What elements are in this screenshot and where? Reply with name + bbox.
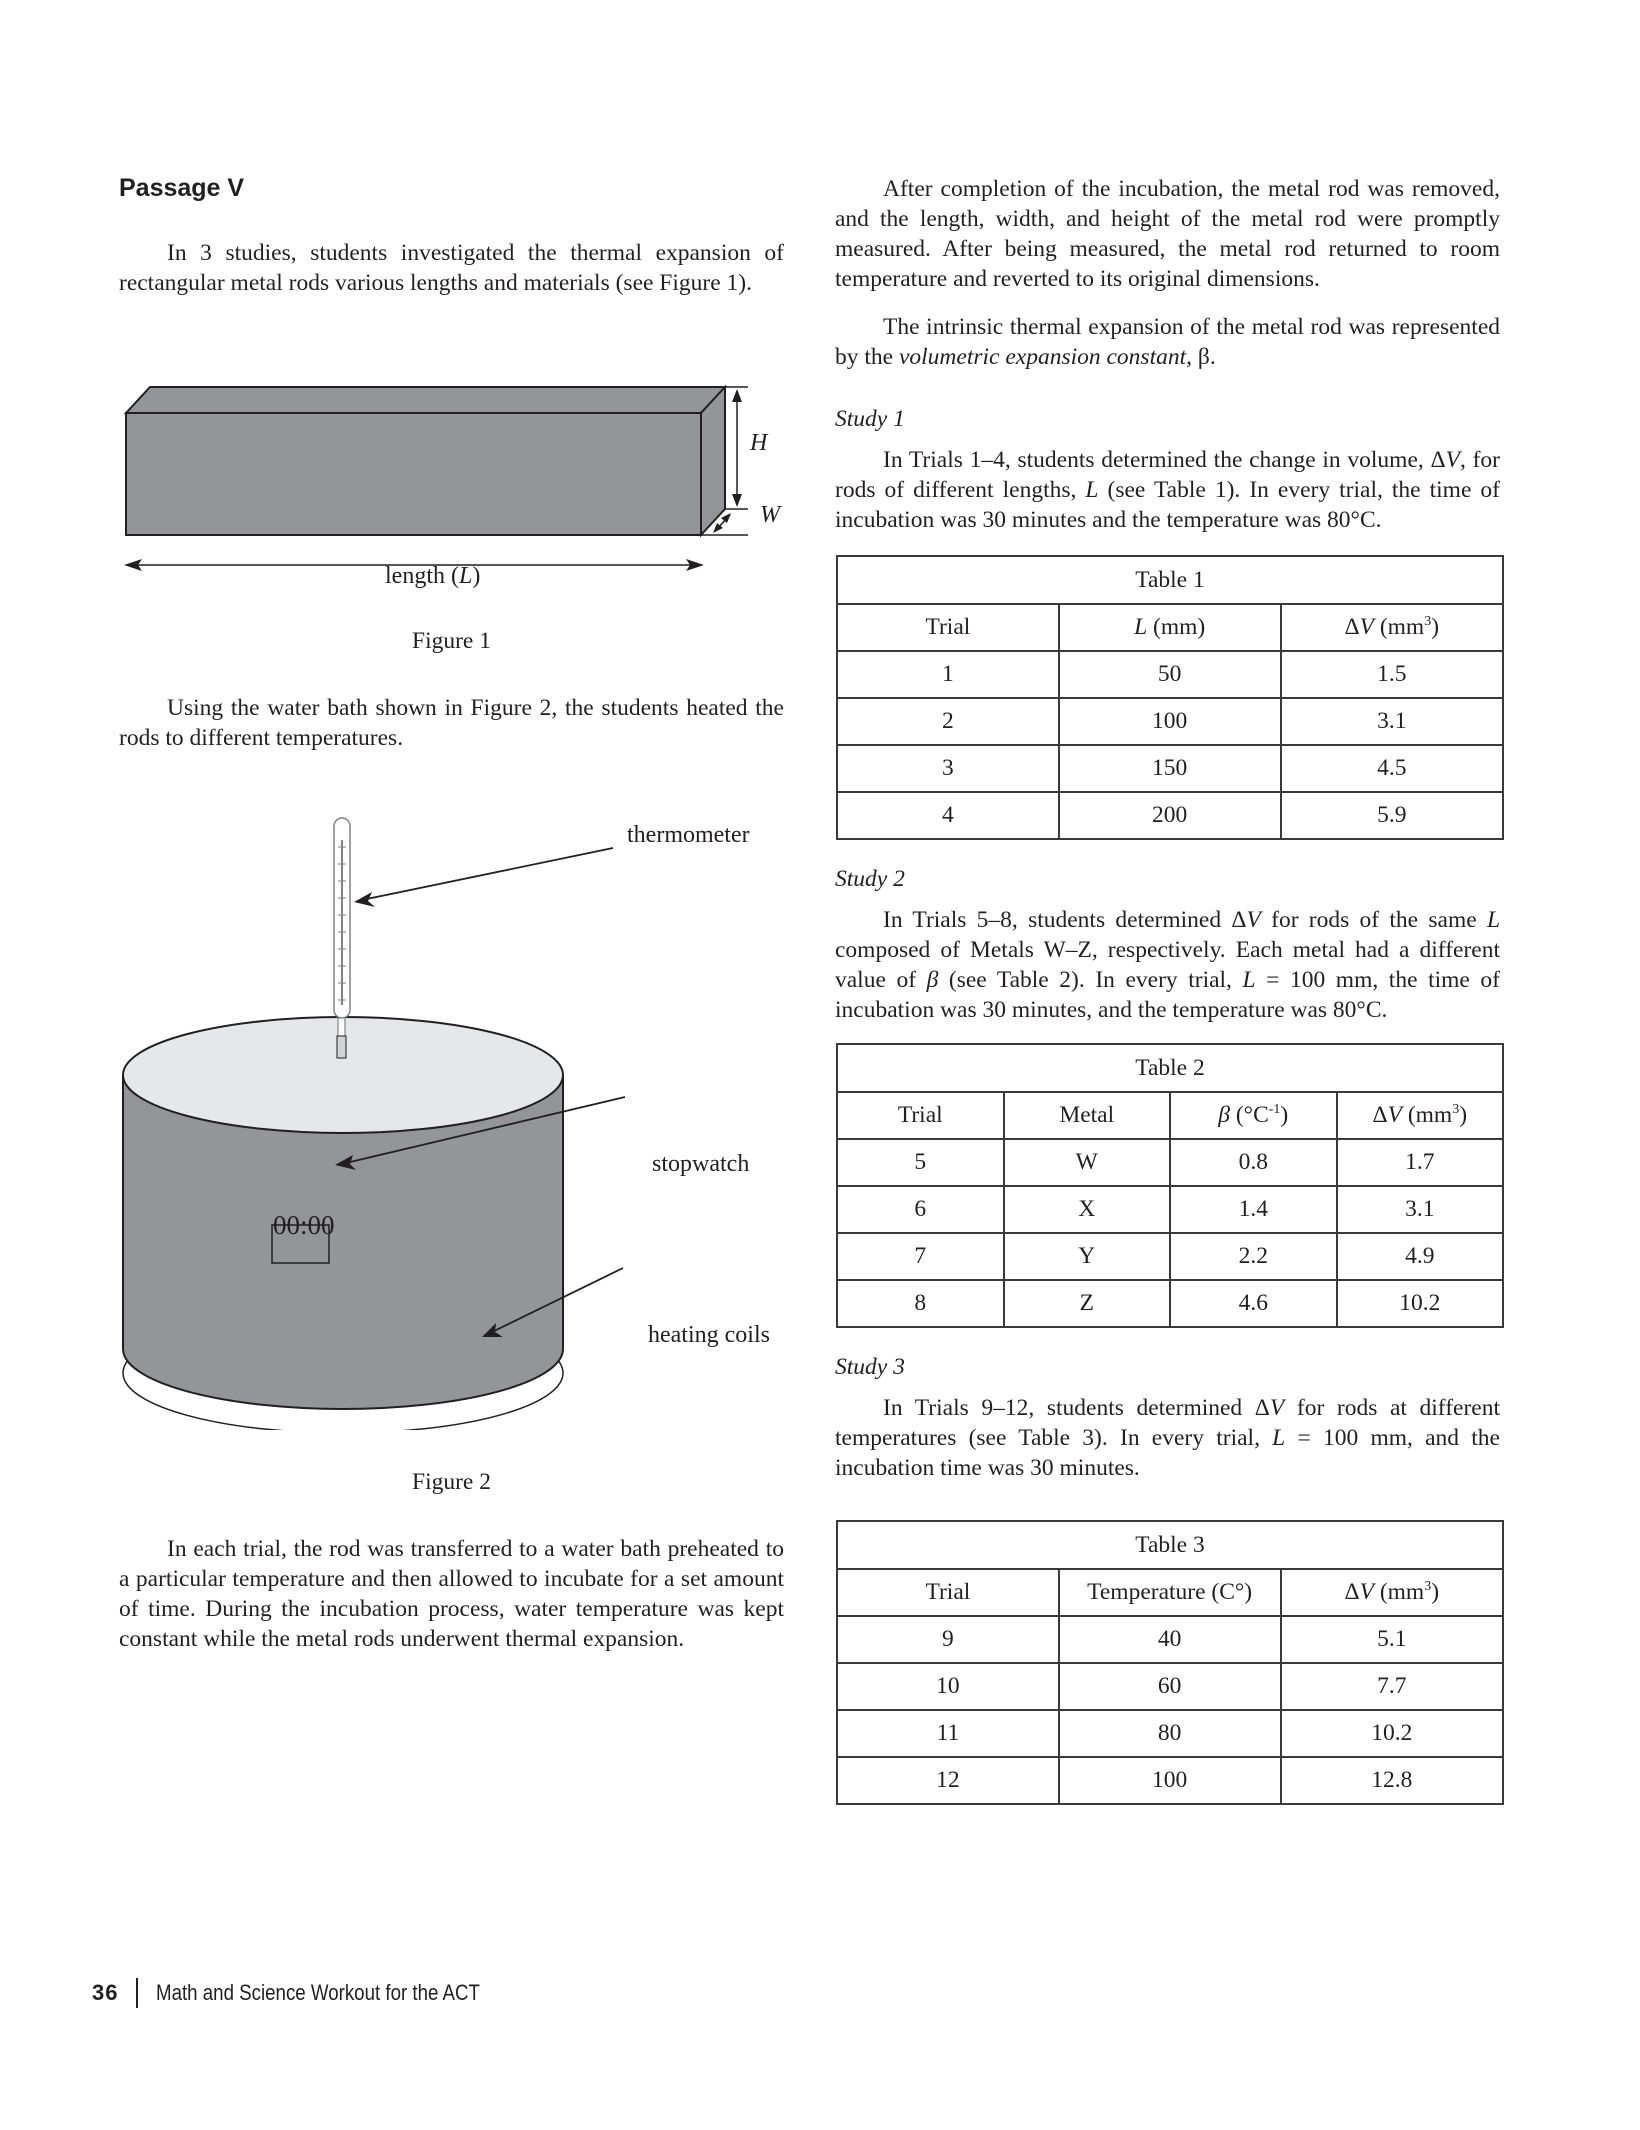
table-1-header-row [837, 604, 1503, 651]
table-3 [836, 1520, 1504, 1805]
passage-title: Passage V [119, 174, 245, 202]
thermometer-label: thermometer [627, 822, 750, 848]
table-3-header-row [837, 1569, 1503, 1616]
width-label: W [760, 502, 780, 528]
length-label: length (L) [385, 563, 481, 589]
table-row: 9 40 5.1 [837, 1616, 1503, 1663]
table-row: 10 60 7.7 [837, 1663, 1503, 1710]
beta-definition-paragraph: The intrinsic thermal expansion of the metal rod was represented by the volumetric expansion constant, β. [835, 314, 1500, 370]
table-2-header-row [837, 1092, 1503, 1139]
table-2 [836, 1043, 1504, 1328]
study-3-title: Study 3 [835, 1354, 905, 1380]
study-3-paragraph: In Trials 9–12, students determined ΔV for rods at different temperatures (see Table 3). In every trial, L = 100 mm, and the incubation time was 30 minutes. [835, 1395, 1500, 1481]
table-row: 5 W 0.8 1.7 [837, 1139, 1503, 1186]
table-1-title: Table 1 [837, 556, 1503, 604]
header-delta-v: ΔV $(mm^3)$ [1281, 604, 1503, 651]
header-trial: Trial [837, 604, 1059, 651]
figure-1-caption: Figure 1 [412, 628, 491, 654]
stopwatch-display: 00:00 [273, 1210, 335, 1240]
table-row: 12 100 12.8 [837, 1757, 1503, 1804]
table-row: 4 200 5.9 [837, 792, 1503, 839]
header-temperature: Temperature (C°) [1059, 1569, 1281, 1616]
table-row: 11 80 10.2 [837, 1710, 1503, 1757]
header-trial: Trial [837, 1092, 1004, 1139]
study-1-title: Study 1 [835, 406, 905, 432]
header-metal: Metal [1004, 1092, 1171, 1139]
beta-term: volumetric expansion constant [898, 344, 1187, 370]
study-2-paragraph: In Trials 5–8, students determined ΔV for rods of the same L composed of Metals W–Z, respectively. Each metal had a different value of β (see Table 2). In every trial, L = 100 mm, the time of incubation was 30 minutes, and the temperature was 80°C. [835, 907, 1501, 1023]
height-label: H [750, 430, 768, 456]
book-title: Math and Science Workout for the ACT [156, 1980, 481, 2005]
table-1 [836, 555, 1504, 840]
table-row: 2 100 3.1 [837, 698, 1503, 745]
header-delta-v: ΔV $(mm^3)$ [1281, 1569, 1503, 1616]
study-2-title: Study 2 [835, 866, 905, 892]
header-trial: Trial [837, 1569, 1059, 1616]
stopwatch-label: stopwatch [652, 1151, 750, 1177]
table-row: 6 X 1.4 3.1 [837, 1186, 1503, 1233]
header-beta: β $(^\circ C^{-1})$ [1170, 1092, 1337, 1139]
page-number: 36 [92, 1980, 119, 2005]
table-row: 7 Y 2.2 4.9 [837, 1233, 1503, 1280]
measurement-paragraph: After completion of the incubation, the metal rod was removed, and the length, width, and height of the metal rod were promptly measured. After being measured, the metal rod returned to room temperature and reverted to its original dimensions. [835, 176, 1500, 292]
footer-divider [136, 1978, 138, 2008]
procedure-paragraph: In each trial, the rod was transferred to a water bath preheated to a particular temperature and then allowed to incubate for a set amount of time. During the incubation process, water temperature was kept constant while the metal rods underwent thermal expansion. [119, 1536, 784, 1652]
heating-coils-label: heating coils [648, 1322, 770, 1348]
figure-2-caption: Figure 2 [412, 1469, 491, 1495]
page-footer [92, 1978, 538, 2008]
header-length: L (mm) [1059, 604, 1281, 651]
table-2-title: Table 2 [837, 1044, 1503, 1092]
table-row: 3 150 4.5 [837, 745, 1503, 792]
intro-paragraph: In 3 studies, students investigated the thermal expansion of rectangular metal rods various lengths and materials (see Figure 1). [119, 240, 784, 296]
table-row: 8 Z 4.6 10.2 [837, 1280, 1503, 1327]
table-3-title: Table 3 [837, 1521, 1503, 1569]
water-bath-paragraph: Using the water bath shown in Figure 2, the students heated the rods to different temperatures. [119, 695, 784, 751]
header-delta-v: ΔV $(mm^3)$ [1337, 1092, 1504, 1139]
study-1-paragraph: In Trials 1–4, students determined the change in volume, ΔV, for rods of different lengths, L (see Table 1). In every trial, the time of incubation was 30 minutes and the temperature was 80°C. [835, 447, 1500, 533]
table-row: 1 50 1.5 [837, 651, 1503, 698]
